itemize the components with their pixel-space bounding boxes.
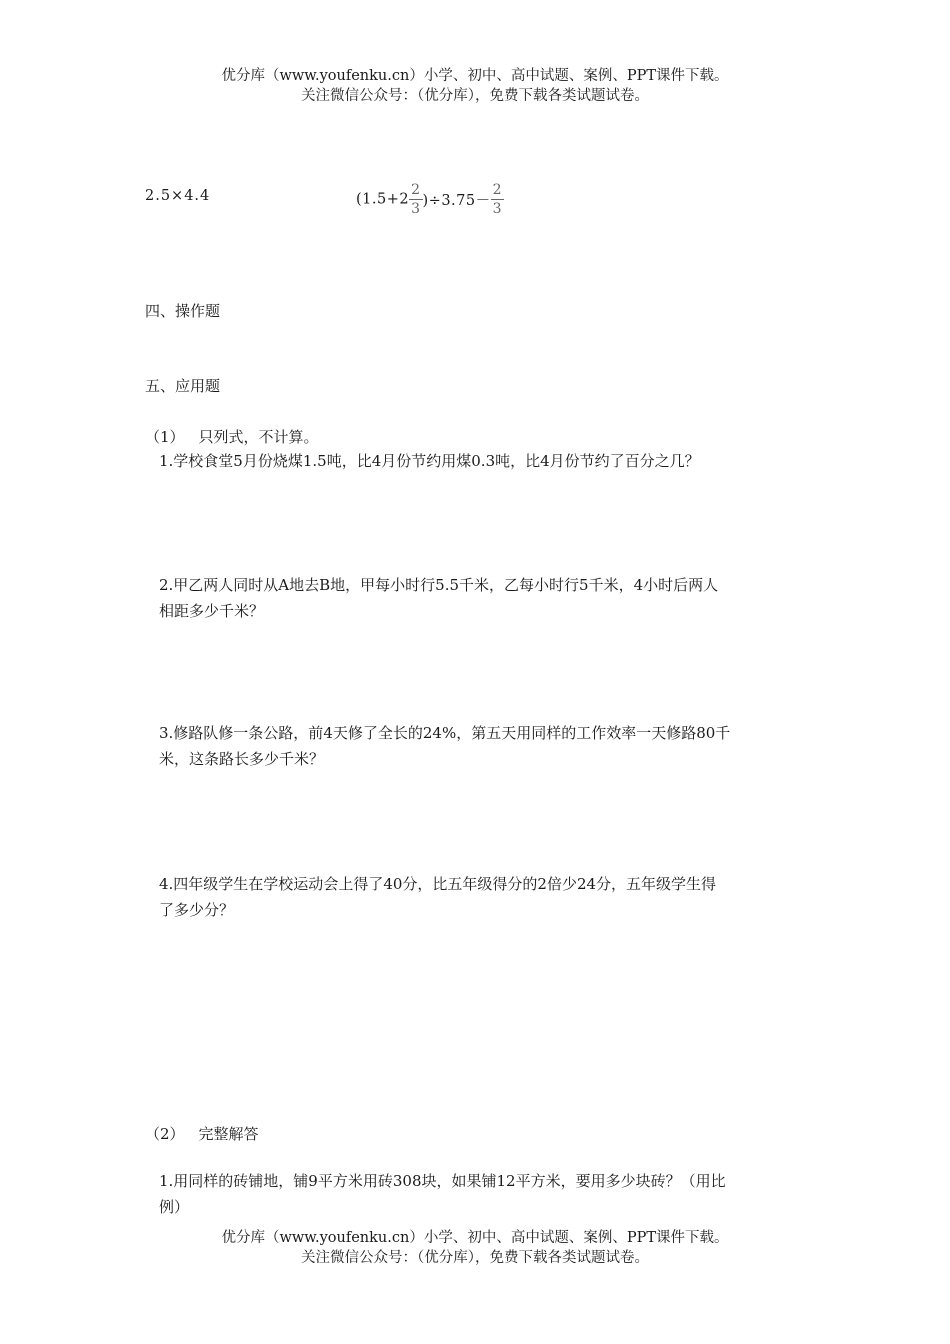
problem-line: 4.四年级学生在学校运动会上得了40分，比五年级得分的2倍少24分，五年级学生得 [159, 875, 717, 893]
problem-line: 米，这条路长多少千米？ [159, 750, 325, 768]
header-line-2: 关注微信公众号：（优分库），免费下载各类试题试卷。 [301, 88, 649, 104]
expression-2 [356, 181, 504, 218]
problem-line: 了多少分？ [159, 901, 235, 919]
part-2-heading [145, 1123, 259, 1144]
expression-2-part-1: (1.5+2 [356, 191, 410, 208]
problem-1-1 [159, 448, 700, 474]
problem-1-2 [159, 572, 718, 624]
fraction-1-denominator: 3 [411, 201, 421, 217]
part-1-label: （1） [145, 428, 185, 446]
fraction-1-numerator: 2 [411, 182, 421, 198]
part-2-label: （2） [145, 1125, 185, 1143]
fraction-2 [491, 181, 504, 218]
header-line-1: 优分库（www.youfenku.cn）小学、初中、高中试题、案例、PPT课件下载。 [221, 68, 729, 84]
part-1-heading [145, 426, 319, 447]
expression-1: 2.5×4.4 [145, 188, 211, 204]
footer-line-1: 优分库（www.youfenku.cn）小学、初中、高中试题、案例、PPT课件下载。 [221, 1230, 729, 1246]
footer-line-2: 关注微信公众号：（优分库），免费下载各类试题试卷。 [301, 1250, 649, 1266]
section-5-title: 五、应用题 [145, 377, 221, 395]
problem-1-4 [159, 871, 716, 923]
section-4-title: 四、操作题 [145, 302, 221, 320]
problem-line: 相距多少千米？ [159, 602, 265, 620]
problem-line: 2.甲乙两人同时从A地去B地，甲每小时行5.5千米，乙每小时行5千米，4小时后两人 [159, 576, 719, 594]
part-2-instruction: 完整解答 [198, 1125, 259, 1143]
problem-line: 例） [159, 1198, 190, 1216]
fraction-2-numerator: 2 [492, 182, 503, 198]
problem-line: 3.修路队修一条公路，前4天修了全长的24%，第五天用同样的工作效率一天修路80千 [159, 724, 731, 742]
problem-line: 1.学校食堂5月份烧煤1.5吨，比4月份节约用煤0.3吨，比4月份节约了百分之几？ [159, 452, 700, 470]
problem-line: 1.用同样的砖铺地，铺9平方米用砖308块，如果铺12平方米，要用多少块砖？（用比 [159, 1172, 726, 1190]
part-1-instruction: 只列式，不计算。 [198, 428, 319, 446]
fraction-2-denominator: 3 [492, 201, 503, 217]
problem-2-1 [159, 1168, 726, 1220]
fraction-1 [409, 181, 422, 218]
problem-1-3 [159, 720, 730, 772]
expression-2-part-2: )÷3.75－ [422, 193, 491, 209]
